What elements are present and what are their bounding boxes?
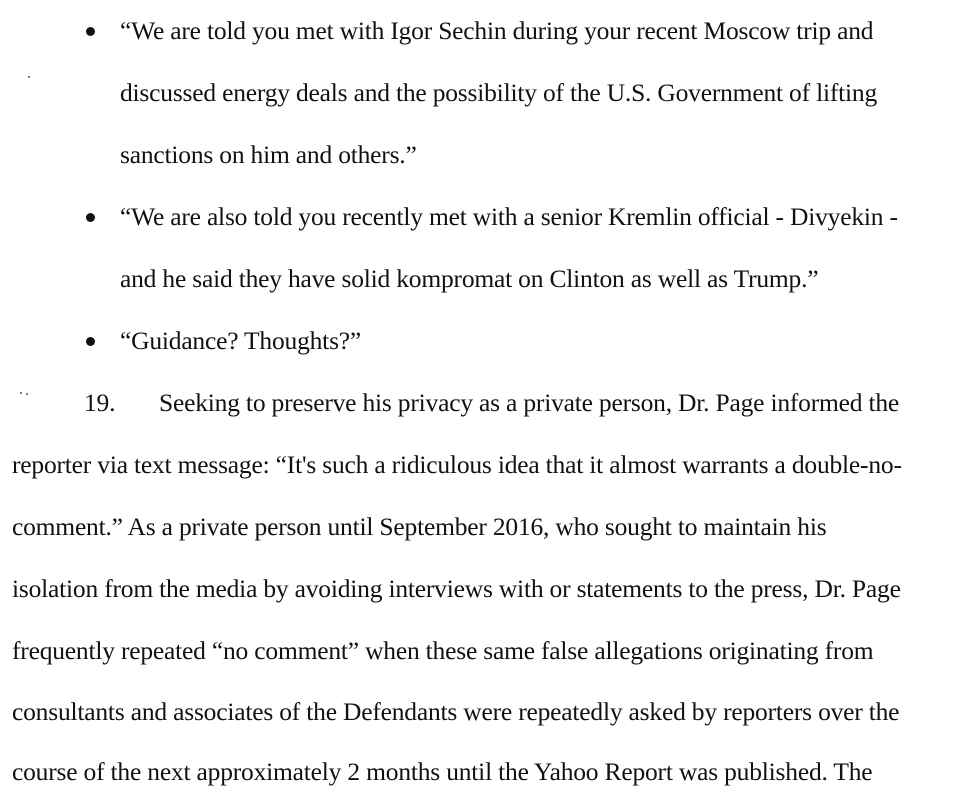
bullet-marker — [86, 213, 95, 222]
bullet-2-line-2: and he said they have solid kompromat on Clinton as well as Trump.” — [120, 264, 819, 293]
bullet-3-line-1: “Guidance? Thoughts?” — [120, 326, 362, 355]
paragraph-line-4: isolation from the media by avoiding interviews with or statements to the press, Dr. Page — [12, 574, 901, 603]
scan-speck — [26, 393, 28, 395]
paragraph-first-line: Seeking to preserve his privacy as a private person, Dr. Page informed the — [159, 388, 900, 417]
paragraph-number: 19. — [84, 388, 116, 417]
bullet-marker — [86, 27, 95, 36]
scan-speck — [20, 392, 22, 394]
paragraph-line-6: consultants and associates of the Defendants were repeatedly asked by reporters over the — [12, 697, 900, 726]
bullet-1-line-2: discussed energy deals and the possibility of the U.S. Government of lifting — [120, 78, 877, 107]
bullet-1-line-3: sanctions on him and others.” — [120, 140, 417, 169]
paragraph-line-3: comment.” As a private person until September 2016, who sought to maintain his — [12, 512, 827, 541]
scan-speck — [28, 76, 30, 78]
paragraph-line-5: frequently repeated “no comment” when these same false allegations originating from — [12, 636, 874, 665]
paragraph-line-2: reporter via text message: “It's such a ridiculous idea that it almost warrants a double-no- — [12, 450, 902, 479]
bullet-1-line-1: “We are told you met with Igor Sechin during your recent Moscow trip and — [120, 16, 874, 45]
paragraph-line-7: course of the next approximately 2 months until the Yahoo Report was published. The — [12, 757, 873, 786]
bullet-marker — [86, 337, 95, 346]
bullet-2-line-1: “We are also told you recently met with a senior Kremlin official - Divyekin - — [120, 202, 898, 231]
